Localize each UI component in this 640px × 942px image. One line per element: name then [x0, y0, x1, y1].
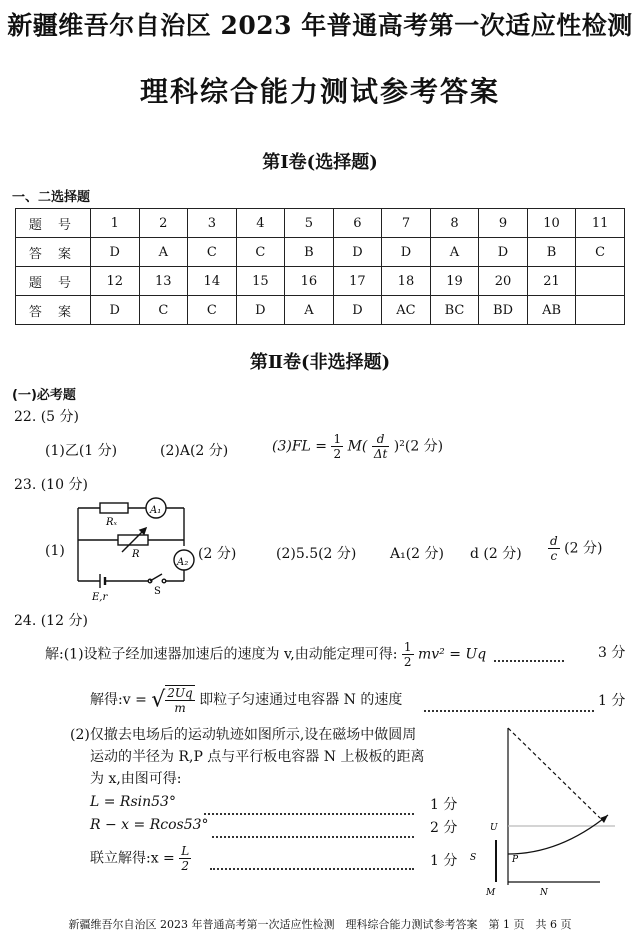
q23-part5-num: d: [550, 534, 558, 548]
q24-label: 24. (12 分): [14, 613, 88, 629]
q23-part5-frac: [548, 534, 560, 563]
q24-eq3-num: L: [181, 844, 190, 858]
volume1-title: 第Ⅰ卷(选择题): [262, 152, 378, 173]
question-number-cell: 13: [139, 267, 188, 296]
label-r: R: [132, 549, 140, 560]
question-number-cell: 2: [139, 209, 188, 238]
answer-cell: C: [139, 296, 188, 325]
q22-part3: [272, 432, 443, 461]
answer-cell: D: [91, 296, 140, 325]
answer-cell: B: [285, 238, 334, 267]
question-number-cell: 9: [479, 209, 528, 238]
label-source: E,r: [92, 592, 108, 603]
q22-frac1: [331, 432, 343, 461]
answer-cell: C: [236, 238, 285, 267]
q24-eq2-score: 2 分: [430, 820, 458, 836]
q24-line1-frac: [402, 640, 414, 669]
question-number-cell: 19: [430, 267, 479, 296]
question-number-cell: 1: [91, 209, 140, 238]
q24-sqrt-frac: [165, 685, 194, 715]
q23-circuit-diagram: [70, 494, 200, 604]
q24-line2-suffix: 即粒子匀速通过电容器 N 的速度: [199, 692, 403, 708]
q24-line1-dots: [494, 650, 564, 669]
answer-cell: A: [430, 238, 479, 267]
q24-eq1: L = Rsin53°: [90, 794, 176, 810]
answer-cell: A: [285, 296, 334, 325]
page-footer: 新疆维吾尔自治区 2023 年普通高考第一次适应性检测 理科综合能力测试参考答案 第 1 页 共 6 页: [68, 918, 572, 931]
q24-line1-eq: mv² = Uq: [417, 646, 487, 663]
question-number-cell: 15: [236, 267, 285, 296]
label-a2: A₂: [177, 557, 189, 568]
question-number-cell: 21: [527, 267, 576, 296]
question-number-cell: 10: [527, 209, 576, 238]
answer-table-row: [16, 296, 625, 325]
row-label: 题 号: [16, 267, 91, 296]
q23-part1-score: (2 分): [198, 546, 237, 562]
q22-part3-mid: M(: [347, 438, 368, 455]
answer-cell: D: [333, 238, 382, 267]
label-m: M: [486, 888, 496, 898]
q23-part5-den: c: [550, 549, 558, 563]
q24-eq3: [90, 844, 191, 873]
question-number-cell: 14: [188, 267, 237, 296]
q24-sqrt-den: m: [174, 701, 186, 715]
radius-dashed-line: [508, 728, 600, 818]
answer-table-row: [16, 267, 625, 296]
q22-frac2-den: Δt: [373, 447, 388, 461]
question-number-cell: 6: [333, 209, 382, 238]
q24-line2-prefix: 解得:v =: [90, 692, 147, 708]
trajectory-arrow: [600, 815, 608, 823]
question-number-cell: 5: [285, 209, 334, 238]
q23-part4: d (2 分): [470, 546, 522, 562]
section-required-label: (一)必考题: [12, 388, 76, 403]
label-n: N: [540, 888, 548, 898]
section1-label: 一、二选择题: [12, 190, 91, 205]
row-label: 答 案: [16, 296, 91, 325]
answer-cell: C: [188, 296, 237, 325]
q22-label: 22. (5 分): [14, 409, 79, 425]
answer-cell: D: [333, 296, 382, 325]
q23-part5: [548, 534, 602, 563]
q23-label: 23. (10 分): [14, 477, 88, 493]
question-number-cell: 20: [479, 267, 528, 296]
q24-eq1-dots: [204, 803, 414, 822]
q23-part2: (2)5.5(2 分): [276, 546, 357, 562]
q24-line1-score: 3 分: [598, 645, 626, 661]
paper-title: 理科综合能力测试参考答案: [139, 75, 500, 108]
q22-frac2-num: d: [372, 432, 390, 447]
q24-eq3-score: 1 分: [430, 853, 458, 869]
label-s: S: [470, 853, 477, 863]
answer-cell: A: [139, 238, 188, 267]
q23-part3: A₁(2 分): [390, 546, 445, 562]
q24-sqrt-num: 2Uq: [167, 686, 193, 700]
question-number-cell: 18: [382, 267, 431, 296]
q24-line1-num: 1: [403, 640, 412, 654]
row-label: 题 号: [16, 209, 91, 238]
q24-eq3-frac: [179, 844, 191, 873]
answer-cell: D: [382, 238, 431, 267]
volume2-title: 第Ⅱ卷(非选择题): [249, 352, 391, 373]
resistor-rx: [100, 503, 128, 513]
q24-p2-line1: (2)仅撤去电场后的运动轨迹如图所示,设在磁场中做圆周: [70, 727, 417, 743]
answer-cell: AC: [382, 296, 431, 325]
q24-sqrt: √ $\frac{2Uq}{m}$: [151, 686, 193, 715]
q24-line1: [45, 640, 486, 669]
answer-cell: D: [91, 238, 140, 267]
q22-part1: (1)乙(1 分): [45, 443, 118, 459]
q22-frac1-num: 1: [333, 432, 342, 446]
trajectory-arc: [508, 815, 608, 854]
answer-cell: B: [527, 238, 576, 267]
rheostat-r: [118, 535, 148, 545]
answer-table-row: [16, 209, 625, 238]
answer-cell: AB: [527, 296, 576, 325]
q22-part3-suffix: )²(2 分): [393, 438, 444, 455]
question-number-cell: 12: [91, 267, 140, 296]
row-label: 答 案: [16, 238, 91, 267]
answer-cell: D: [479, 238, 528, 267]
answer-cell: BD: [479, 296, 528, 325]
q22-part3-prefix: (3)FL =: [272, 438, 328, 455]
q22-frac2: [372, 432, 390, 461]
label-switch: S: [154, 586, 161, 597]
q24-p2-line2: 运动的半径为 R,P 点与平行板电容器 N 上极板的距离: [90, 749, 425, 765]
question-number-cell: 11: [576, 209, 625, 238]
q24-line1-den: 2: [403, 655, 412, 669]
question-number-cell: 7: [382, 209, 431, 238]
q24-p2-line3: 为 x,由图可得:: [90, 771, 182, 787]
exam-title: 新疆维吾尔自治区 2023 年普通高考第一次适应性检测: [7, 11, 633, 40]
q24-eq1-score: 1 分: [430, 797, 458, 813]
q24-line2-score: 1 分: [598, 693, 626, 709]
answer-cell: C: [576, 238, 625, 267]
answer-table-row: [16, 238, 625, 267]
q22-frac1-den: 2: [333, 447, 342, 461]
q24-line2-dots: [424, 700, 594, 719]
question-number-cell: 3: [188, 209, 237, 238]
answer-cell: [576, 296, 625, 325]
answer-cell: D: [236, 296, 285, 325]
label-a1: A₁: [150, 505, 162, 516]
label-p: P: [512, 855, 519, 865]
q24-line1-text: 解:(1)设粒子经加速器加速后的速度为 v,由动能定理可得:: [45, 646, 398, 663]
answer-cell: BC: [430, 296, 479, 325]
question-number-cell: [576, 267, 625, 296]
label-rx: Rₓ: [106, 517, 118, 528]
q23-part5-score: (2 分): [564, 540, 603, 557]
question-number-cell: 4: [236, 209, 285, 238]
q24-trajectory-diagram: [460, 720, 630, 900]
q24-eq3-dots: [210, 858, 414, 877]
q24-eq2-dots: [212, 826, 414, 845]
q24-eq2: R − x = Rcos53°: [90, 817, 209, 833]
label-u: U: [490, 823, 498, 833]
answer-cell: C: [188, 238, 237, 267]
q24-eq3-prefix: 联立解得:x =: [90, 850, 175, 867]
q22-part2: (2)A(2 分): [160, 443, 229, 459]
question-number-cell: 16: [285, 267, 334, 296]
q24-line2: [90, 685, 402, 715]
q23-part1-label: (1): [45, 543, 65, 559]
question-number-cell: 8: [430, 209, 479, 238]
answer-table: [15, 208, 625, 325]
q24-eq3-den: 2: [181, 859, 190, 873]
question-number-cell: 17: [333, 267, 382, 296]
